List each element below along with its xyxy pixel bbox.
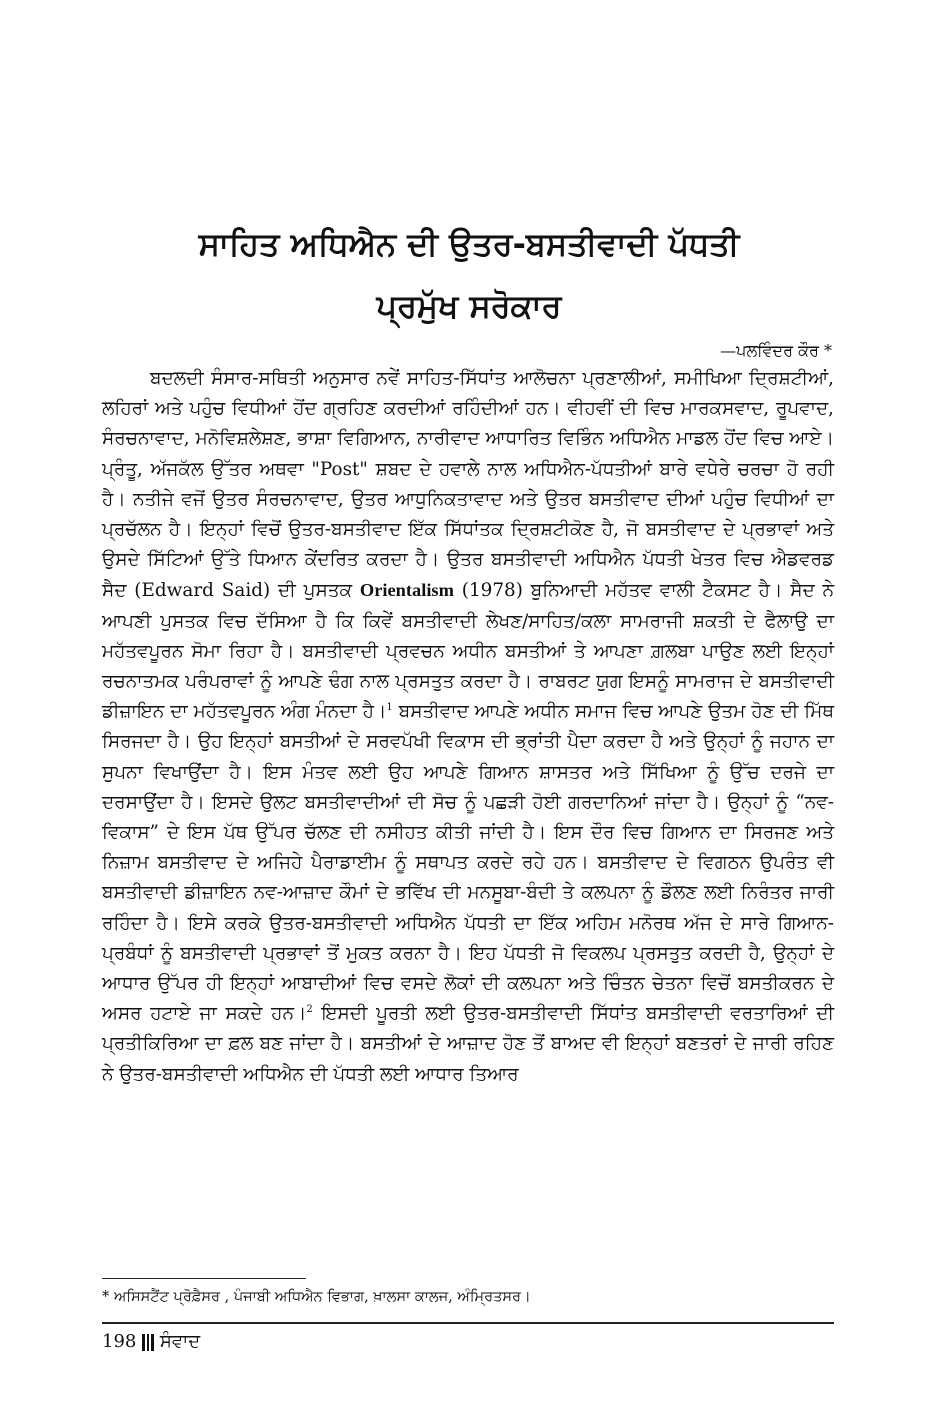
author-byline: —ਪਲਵਿੰਦਰ ਕੌਰ * (720, 341, 832, 360)
body-text-part-2: (1978) ਬੁਨਿਆਦੀ ਮਹੱਤਵ ਵਾਲੀ ਟੈਕਸਟ ਹੈ। ਸੈਦ ਨੇ ਆਪਣੀ ਪੁਸਤਕ ਵਿਚ ਦੱਸਿਆ ਹੈ ਕਿ ਕਿਵੇਂ ਬਸਤੀਵਾਦੀ ਲੇਖਣ/ਸਾਹਿਤ/ਕਲਾ ਸਾਮਰਾਜੀ ਸ਼ਕਤੀ ਦੇ ਫੈਲਾਉ ਦਾ ਮਹੱਤਵਪੂਰਨ ਸੋਮਾ ਰਿਹਾ ਹੈ। ਬਸਤੀਵਾਦੀ ਪ੍ਰਵਚਨ ਅਧੀਨ ਬਸਤੀਆਂ ਤੇ ਆਪਣਾ ਗ਼ਲਬਾ ਪਾਉਣ ਲਈ ਇਨ੍ਹਾਂ ਰਚਨਾਤਮਕ ਪਰੰਪਰਾਵਾਂ ਨੂੰ ਆਪਣੇ ਢੰਗ ਨਾਲ ਪ੍ਰਸਤੁਤ ਕਰਦਾ ਹੈ। ਰਾਬਰਟ ਯੁਗ ਇਸਨੂੰ ਸਾਮਰਾਜ ਦੇ ਬਸਤੀਵਾਦੀ ਡੀਜ਼ਾਇਨ ਦਾ ਮਹੱਤਵਪੂਰਨ ਅੰਗ ਮੰਨਦਾ ਹੈ। (102, 580, 834, 723)
body-text-part-1: ਬਦਲਦੀ ਸੰਸਾਰ-ਸਥਿਤੀ ਅਨੁਸਾਰ ਨਵੇਂ ਸਾਹਿਤ-ਸਿੱਧਾਂਤ ਆਲੋਚਨਾ ਪ੍ਰਣਾਲੀਆਂ, ਸਮੀਖਿਆ ਦ੍ਰਿਸ਼ਟੀਆਂ, ਲਹਿਰਾਂ ਅਤੇ ਪਹੁੰਚ ਵਿਧੀਆਂ ਹੋਂਦ ਗ੍ਰਹਿਣ ਕਰਦੀਆਂ ਰਹਿੰਦੀਆਂ ਹਨ। ਵੀਹਵੀਂ ਦੀ ਵਿਚ ਮਾਰਕਸਵਾਦ, ਰੂਪਵਾਦ, ਸੰਰਚਨਾਵਾਦ, ਮਨੋਵਿਸ਼ਲੇਸ਼ਣ, ਭਾਸ਼ਾ ਵਿਗਿਆਨ, ਨਾਰੀਵਾਦ ਆਧਾਰਿਤ ਵਿਭਿੰਨ ਅਧਿਐਨ ਮਾਡਲ ਹੋਂਦ ਵਿਚ ਆਏ। ਪ੍ਰੰਤੂ, ਅੱਜਕੱਲ ਉੱਤਰ ਅਥਵਾ "Post" ਸ਼ਬਦ ਦੇ ਹਵਾਲੇ ਨਾਲ ਅਧਿਐਨ-ਪੱਧਤੀਆਂ ਬਾਰੇ ਵਧੇਰੇ ਚਰਚਾ ਹੋ ਰਹੀ ਹੈ। ਨਤੀਜੇ ਵਜੋਂ ਉਤਰ ਸੰਰਚਨਾਵਾਦ, ਉਤਰ ਆਧੁਨਿਕਤਾਵਾਦ ਅਤੇ ਉਤਰ ਬਸਤੀਵਾਦ ਦੀਆਂ ਪਹੁੰਚ ਵਿਧੀਆਂ ਦਾ ਪ੍ਰਚੱਲਨ ਹੈ। ਇਨ੍ਹਾਂ ਵਿਚੋਂ ਉਤਰ-ਬਸਤੀਵਾਦ ਇੱਕ ਸਿੱਧਾਂਤਕ ਦ੍ਰਿਸ਼ਟੀਕੋਣ ਹੈ, ਜੋ ਬਸਤੀਵਾਦ ਦੇ ਪ੍ਰਭਾਵਾਂ ਅਤੇ ਉਸਦੇ ਸਿੱਟਿਆਂ ਉੱਤੇ ਧਿਆਨ ਕੇਂਦਰਿਤ ਕਰਦਾ ਹੈ। ਉਤਰ ਬਸਤੀਵਾਦੀ ਅਧਿਐਨ ਪੱਧਤੀ ਖੇਤਰ ਵਿਚ ਐਡਵਰਡ ਸੈਦ (Edward Said) ਦੀ ਪੁਸਤਕ (102, 368, 834, 602)
article-title-line-2: ਪ੍ਰਮੁੱਖ ਸਰੋਕਾਰ (376, 287, 562, 325)
journal-name: ਸੰਵਾਦ (159, 1331, 201, 1352)
body-paragraph (102, 364, 834, 1090)
footer-rule (102, 1322, 834, 1324)
footnote-ref-2: 2 (306, 1004, 313, 1016)
folio-separator-bars (142, 1333, 154, 1351)
footnote-ref-1: 1 (386, 702, 393, 714)
article-title-line-1: ਸਾਹਿਤ ਅਧਿਐਨ ਦੀ ਉਤਰ-ਬਸਤੀਵਾਦੀ ਪੱਧਤੀ (198, 225, 740, 263)
footnote: * ਅਸਿਸਟੈਂਟ ਪ੍ਰੋਫ਼ੈਸਰ , ਪੰਜਾਬੀ ਅਧਿਐਨ ਵਿਭਾਗ, ਖ਼ਾਲਸਾ ਕਾਲਜ, ਅੰਮ੍ਰਿਤਸਰ। (102, 1289, 531, 1305)
book-title-bold: Orientalism (359, 580, 454, 601)
body-text-part-3: ਬਸਤੀਵਾਦ ਆਪਣੇ ਅਧੀਨ ਸਮਾਜ ਵਿਚ ਆਪਣੇ ਉਤਮ ਹੋਣ ਦੀ ਮਿੱਥ ਸਿਰਜਦਾ ਹੈ। ਉਹ ਇਨ੍ਹਾਂ ਬਸਤੀਆਂ ਦੇ ਸਰਵਪੱਖੀ ਵਿਕਾਸ ਦੀ ਭ੍ਰਾਂਤੀ ਪੈਦਾ ਕਰਦਾ ਹੈ ਅਤੇ ਉਨ੍ਹਾਂ ਨੂੰ ਜਹਾਨ ਦਾ ਸੁਪਨਾ ਵਿਖਾਉਂਦਾ ਹੈ। ਇਸ ਮੰਤਵ ਲਈ ਉਹ ਆਪਣੇ ਗਿਆਨ ਸ਼ਾਸਤਰ ਅਤੇ ਸਿੱਖਿਆ ਨੂੰ ਉੱਚ ਦਰਜੇ ਦਾ ਦਰਸਾਉਂਦਾ ਹੈ। ਇਸਦੇ ਉਲਟ ਬਸਤੀਵਾਦੀਆਂ ਦੀ ਸੋਚ ਨੂੰ ਪਛੜੀ ਹੋਈ ਗਰਦਾਨਿਆਂ ਜਾਂਦਾ ਹੈ। ਉਨ੍ਹਾਂ ਨੂੰ “ਨਵ-ਵਿਕਾਸ” ਦੇ ਇਸ ਪੱਥ ਉੱਪਰ ਚੱਲਣ ਦੀ ਨਸੀਹਤ ਕੀਤੀ ਜਾਂਦੀ ਹੈ। ਇਸ ਦੌਰ ਵਿਚ ਗਿਆਨ ਦਾ ਸਿਰਜਣ ਅਤੇ ਨਿਜ਼ਾਮ ਬਸਤੀਵਾਦ ਦੇ ਅਜਿਹੇ ਪੈਰਾਡਾਈਮ ਨੂੰ ਸਥਾਪਤ ਕਰਦੇ ਰਹੇ ਹਨ। ਬਸਤੀਵਾਦ ਦੇ ਵਿਗਠਨ ਉਪਰੰਤ ਵੀ ਬਸਤੀਵਾਦੀ ਡੀਜ਼ਾਇਨ ਨਵ-ਆਜ਼ਾਦ ਕੌਮਾਂ ਦੇ ਭਵਿੱਖ ਦੀ ਮਨਸੂਬਾ-ਬੰਦੀ ਤੇ ਕਲਪਨਾ ਨੂੰ ਡੌਲਣ ਲਈ ਨਿਰੰਤਰ ਜਾਰੀ ਰਹਿੰਦਾ ਹੈ। ਇਸੇ ਕਰਕੇ ਉਤਰ-ਬਸਤੀਵਾਦੀ ਅਧਿਐਨ ਪੱਧਤੀ ਦਾ ਇੱਕ ਅਹਿਮ ਮਨੋਰਥ ਅੱਜ ਦੇ ਸਾਰੇ ਗਿਆਨ-ਪ੍ਰਬੰਧਾਂ ਨੂੰ ਬਸਤੀਵਾਦੀ ਪ੍ਰਭਾਵਾਂ ਤੋਂ ਮੁਕਤ ਕਰਨਾ ਹੈ। ਇਹ ਪੱਧਤੀ ਜੋ ਵਿਕਲਪ ਪ੍ਰਸਤੁਤ ਕਰਦੀ ਹੈ, ਉਨ੍ਹਾਂ ਦੇ ਆਧਾਰ ਉੱਪਰ ਹੀ ਇਨ੍ਹਾਂ ਆਬਾਦੀਆਂ ਵਿਚ ਵਸਦੇ ਲੋਕਾਂ ਦੀ ਕਲਪਨਾ ਅਤੇ ਚਿੰਤਨ ਚੇਤਨਾ ਵਿਚੋਂ ਬਸਤੀਕਰਨ ਦੇ ਅਸਰ ਹਟਾਏ ਜਾ ਸਕਦੇ ਹਨ। (102, 701, 834, 1025)
footnote-rule (102, 1278, 306, 1279)
body-text-part-4: ਇਸਦੀ ਪੂਰਤੀ ਲਈ ਉਤਰ-ਬਸਤੀਵਾਦੀ ਸਿੱਧਾਂਤ ਬਸਤੀਵਾਦੀ ਵਰਤਾਰਿਆਂ ਦੀ ਪ੍ਰਤੀਕਿਰਿਆ ਦਾ ਫ਼ਲ ਬਣ ਜਾਂਦਾ ਹੈ। ਬਸਤੀਆਂ ਦੇ ਆਜ਼ਾਦ ਹੋਣ ਤੋਂ ਬਾਅਦ ਵੀ ਇਨ੍ਹਾਂ ਬਣਤਰਾਂ ਦੇ ਜਾਰੀ ਰਹਿਣ ਨੇ ਉਤਰ-ਬਸਤੀਵਾਦੀ ਅਧਿਐਨ ਦੀ ਪੱਧਤੀ ਲਈ ਆਧਾਰ ਤਿਆਰ (102, 1003, 834, 1085)
page-folio (102, 1328, 200, 1356)
page-number: 198 (102, 1331, 137, 1352)
